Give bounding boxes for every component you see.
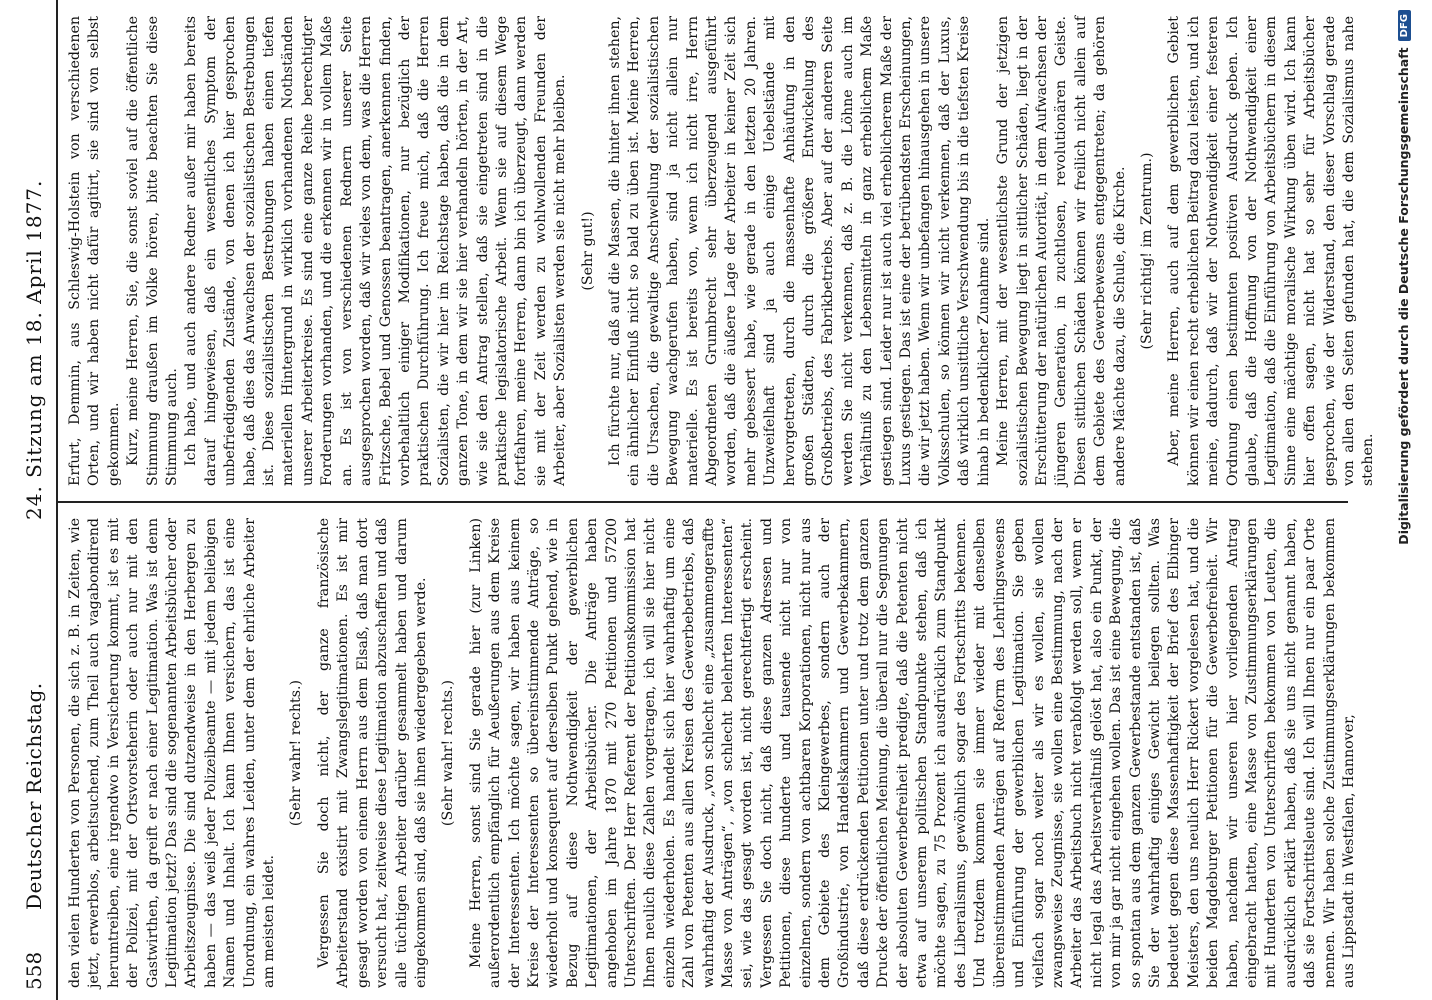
dfg-logo: DFG bbox=[1398, 10, 1411, 41]
paragraph: Vergessen Sie doch nicht, der ganze französische Arbeiterstand existirt mit Zwangslegitimationen. Es ist mir gesagt worden von einem Herrn aus dem Elsaß, daß man dort versucht hat, zeitweise diese Legitimation abzuschaffen und daß alle tüchtigen Arbeiter darüber gesammelt haben und darum eingekommen sind, daß sie ihnen wiedergegeben werde. bbox=[315, 518, 429, 988]
paragraph: den vielen Hunderten von Personen, die sich z. B. in Zeiten, wie jetzt, erwerblos, arbeitsuchend, zum Theil auch vagabondirend herumtreiben, eine irgendwo in Versicherung kommt, ist es mit der Polizei, mit der Ortsvorsteherin oder auch nur mit den Gastwirthen, da greift er nach einer Legitimation. Was ist denn Legitimation jetzt? Das sind die sogenannten Arbeitsbücher oder Arbeitszeugnisse. Die sind dutzendweise in den Herbergen zu haben — das weiß jeder Polizeibeamte — mit jedem beliebigen Namen und Inhalt. Ich kann Ihnen versichern, das ist eine Unordnung, ein wahres Leiden, unter dem der ehrliche Arbeiter am meisten leidet. bbox=[67, 518, 278, 988]
credit-text: Digitalisierung gefördert durch die Deutsche Forschungsgemeinschaft bbox=[1396, 47, 1411, 545]
interjection: (Sehr gut!) bbox=[579, 211, 596, 291]
paragraph: Aber, meine Herren, auch auf dem gewerblichen Gebiet können wir einen recht erheblichen Beitrag dazu leisten, und ich meine, dadurch, daß wir der Nothwendigkeit einer festeren Ordnung einen bestimmten positiven Ausdruck geben. Ich glaube, daß die Hoffnung von der Nothwendigkeit einer Legitimation, daß die Einführung von Arbeitsbüchern in diesem Sinne eine mächtige moralische Wirkung üben wird. Ich kann hier offen sagen, nicht hat so sehr für Arbeitsbücher gesprochen, wie der Widerstand, den dieser Vorschlag gerade von allen den Seiten gefunden hat, die dem Sozialismus nahe stehen. bbox=[1166, 16, 1377, 486]
interjection: (Sehr wahr! rechts.) bbox=[288, 679, 305, 827]
text-column-right bbox=[66, 16, 1377, 486]
paragraph: Ich fürchte nur, daß auf die Massen, die hinter ihnen stehen, ein ähnlicher Einfluß nicht so bald zu üben ist. Meine Herren, die Ursachen, die gewaltige Anschwellung der sozialistischen Bewegung wachgerufen haben, sind ja nicht allein nur materielle. Es ist bereits von, wenn ich nicht irre, Herrn Abgeordneten Grumbrecht sehr überzeugend ausgeführt worden, daß die äußere Lage der Arbeiter in keiner Zeit sich mehr gebessert habe, wie gerade in den letzten 20 Jahren. Unzweifelhaft sind ja auch einige Uebelstände mit hervorgetreten, durch die massenhafte Anhäufung in den großen Städten, durch die größere Entwickelung des Großbetriebs, des Fabrikbetriebs. Aber auf der anderen Seite werden Sie nicht verkennen, daß z. B. die Löhne auch im Verhältniß zu den Lebensmitteln in ganz erheblichem Maße gestiegen sind. Leider nur ist auch viel erheblicherem Maße der Luxus gestiegen. Das ist eine der betrübendsten Erscheinungen, die wir jetzt haben. Wenn wir unbefangen hinausgehen in unsere Volksschulen, so können wir nicht verkennen, daß der Luxus, daß wirklich unsittliche Verschwendung bis in die tiefsten Kreise hinab in bedenklicher Zunahme sind. bbox=[606, 16, 992, 486]
paragraph: Kurz, meine Herren, Sie, die sonst soviel auf die öffentliche Stimmung draußen im Volke hören, bitte beachten Sie diese Stimmung auch. bbox=[125, 16, 181, 486]
session-date: 24. Sitzung am 18. April 1877. bbox=[22, 179, 46, 520]
paragraph: Ich habe, und auch andere Redner außer mir haben bereits darauf hingewiesen, daß ein wesentliches Symptom der unbefriedigenden Zustände, von denen ich hier gesprochen habe, daß dies das Anwachsen der sozialistischen Bestrebungen ist. Diese sozialistischen Bestrebungen haben einen tiefen materiellen Hintergrund in wirklich vorhandenen Nothständen unserer Arbeiterkreise. Es sind eine ganze Reihe berechtigter Forderungen vorhanden, und die erkennen wir in vollem Maße an. Es ist von verschiedenen Rednern unserer Seite ausgesprochen worden, daß wir vieles von dem, was die Herren Fritzsche, Bebel und Genossen beantragen, anerkennen finden, vorbehaltlich einiger Modifikationen, nur bezüglich der praktischen Durchführung. Ich freue mich, daß die Herren Sozialisten, die wir hier im Reichstage haben, daß die in dem ganzen Tone, in dem wir sie hier verhandeln hörten, in der Art, wie sie den Antrag stellen, daß sie eingetreten sind in die praktische legislatorische Arbeit. Wenn sie auf diesem Wege fortfahren, meine Herren, dann bin ich überzeugt, dann werden sie mit der Zeit werden zu wohlwollenden Freunden der Arbeiter, aber Sozialisten werden sie nicht mehr bleiben. bbox=[183, 16, 569, 486]
interjection: (Sehr richtig! im Zentrum.) bbox=[1138, 152, 1155, 350]
interjection: (Sehr wahr! rechts.) bbox=[440, 679, 457, 827]
digitization-credit bbox=[1396, 0, 1420, 1000]
paragraph: Erfurt, Demmin, aus Schleswig-Holstein von verschiedenen Orten, und wir haben nicht dafür agitirt, sie sind von selbst gekommen. bbox=[67, 16, 122, 486]
header-rule bbox=[56, 0, 58, 1000]
column-divider bbox=[58, 501, 1348, 503]
running-head bbox=[22, 0, 52, 1000]
paragraph: Meine Herren, sonst sind Sie gerade hier (zur Linken) außerordentlich empfänglich für Aeußerungen aus dem Kreise der Interessenten. Ich möchte sagen, wir haben aus keinem Kreise der Interessenten so übereinstimmende Anträge, so wiederholt und konsequent auf derselben Punkt gehend, wie in Bezug auf diese Nothwendigkeit der gewerblichen Legitimationen, der Arbeitsbücher. Die Anträge haben angehoben im Jahre 1870 mit 270 Petitionen und 57200 Unterschriften. Der Herr Referent der Petitionskommission hat Ihnen neulich diese Zahlen vorgetragen, ich will sie hier nicht einzeln wiederholen. Es handelt sich hier wahrhaftig um eine Zahl von Petenten aus allen Kreisen des Gewerbebetriebs, daß wahrhaftig der Ausdruck, „von schlecht eine „zusammengeraffte Masse von Anträgen“, „von schlecht belehrten Interessenten“ sei, wie das gesagt worden ist, nicht gerechtfertigt erscheint. Vergessen Sie doch nicht, daß diese ganzen Adressen und Petitionen, diese hunderte und tausende nicht nur von einzelnen, sondern von achtbaren Korporationen, nicht nur aus dem Gebiete des Kleingewerbes, sondern auch der Großindustrie, von Handelskammern und Gewerbekammern, daß diese erdrückenden Petitionen unter und trotz dem ganzen Drucke der öffentlichen Meinung, die überall nur die Segnungen der absoluten Gewerbefreiheit predigte, daß die Petenten nicht etwa auf unserem politischen Standpunkte stehen, daß ich möchte sagen, zu 75 Prozent ich ausdrücklich zum Standpunkt des Liberalismus, gewöhnlich sogar des Fortschritts bekennen. Und trotzdem kommen sie immer wieder mit denselben übereinstimmenden Anträgen auf Reform des Lehrlingswesens und Einführung der gewerblichen Legitimation. Sie geben vielfach sogar noch weiter als wir es wollen, sie wollen zwangsweise Zeugnisse, sie wollen eine Bestimmung, nach der Arbeiter das Arbeitsbuch nicht verabfolgt werden soll, wenn er nicht legal das Arbeitsverhältniß gelöst hat, also ein Punkt, der von mir ja gar nicht eingehen wollen. Das ist eine Bewegung, die so spontan aus dem ganzen Gewerbestande entstanden ist, daß Sie der wahrhaftig einiges Gewicht beilegen sollten. Was bedeutet gegen diese Massenhaftigkeit der Brief des Elbinger Meisters, den uns neulich Herr Rickert vorgelesen hat, und die beiden Magdeburger Petitionen für die Gewerbefreiheit. Wir haben, nachdem wir unseren hier vorliegenden Antrag eingebracht hatten, eine Masse von Zustimmungserklärungen mit Hunderten von Unterschriften bekommen von Leuten, die ausdrücklich erklärt haben, daß sie uns nicht genannt haben, daß sie Fortschrittsleute sind. Ich will Ihnen nur ein paar Orte nennen. Wir haben solche Zustimmungserklärungen bekommen aus Lippstadt in Westfalen, Hannover, bbox=[467, 518, 1357, 988]
text-column-left bbox=[66, 518, 1357, 988]
paragraph: Meine Herren, mit der wesentlichste Grund der jetzigen sozialistischen Bewegung liegt in sittlicher Schäden, liegt in der Erschütterung der natürlichen Autorität, in dem Aufwachsen der jüngeren Generation, in zuchtlosen, revolutionären Geiste. Diesen sittlichen Schäden können wir freilich nicht allein auf dem Gebiete des Gewerbewesens entgegentreten; da gehören andere Mächte dazu, die Schule, die Kirche. bbox=[995, 16, 1128, 486]
publication-title: Deutscher Reichstag. bbox=[22, 682, 46, 910]
page-number: 558 bbox=[22, 951, 46, 990]
